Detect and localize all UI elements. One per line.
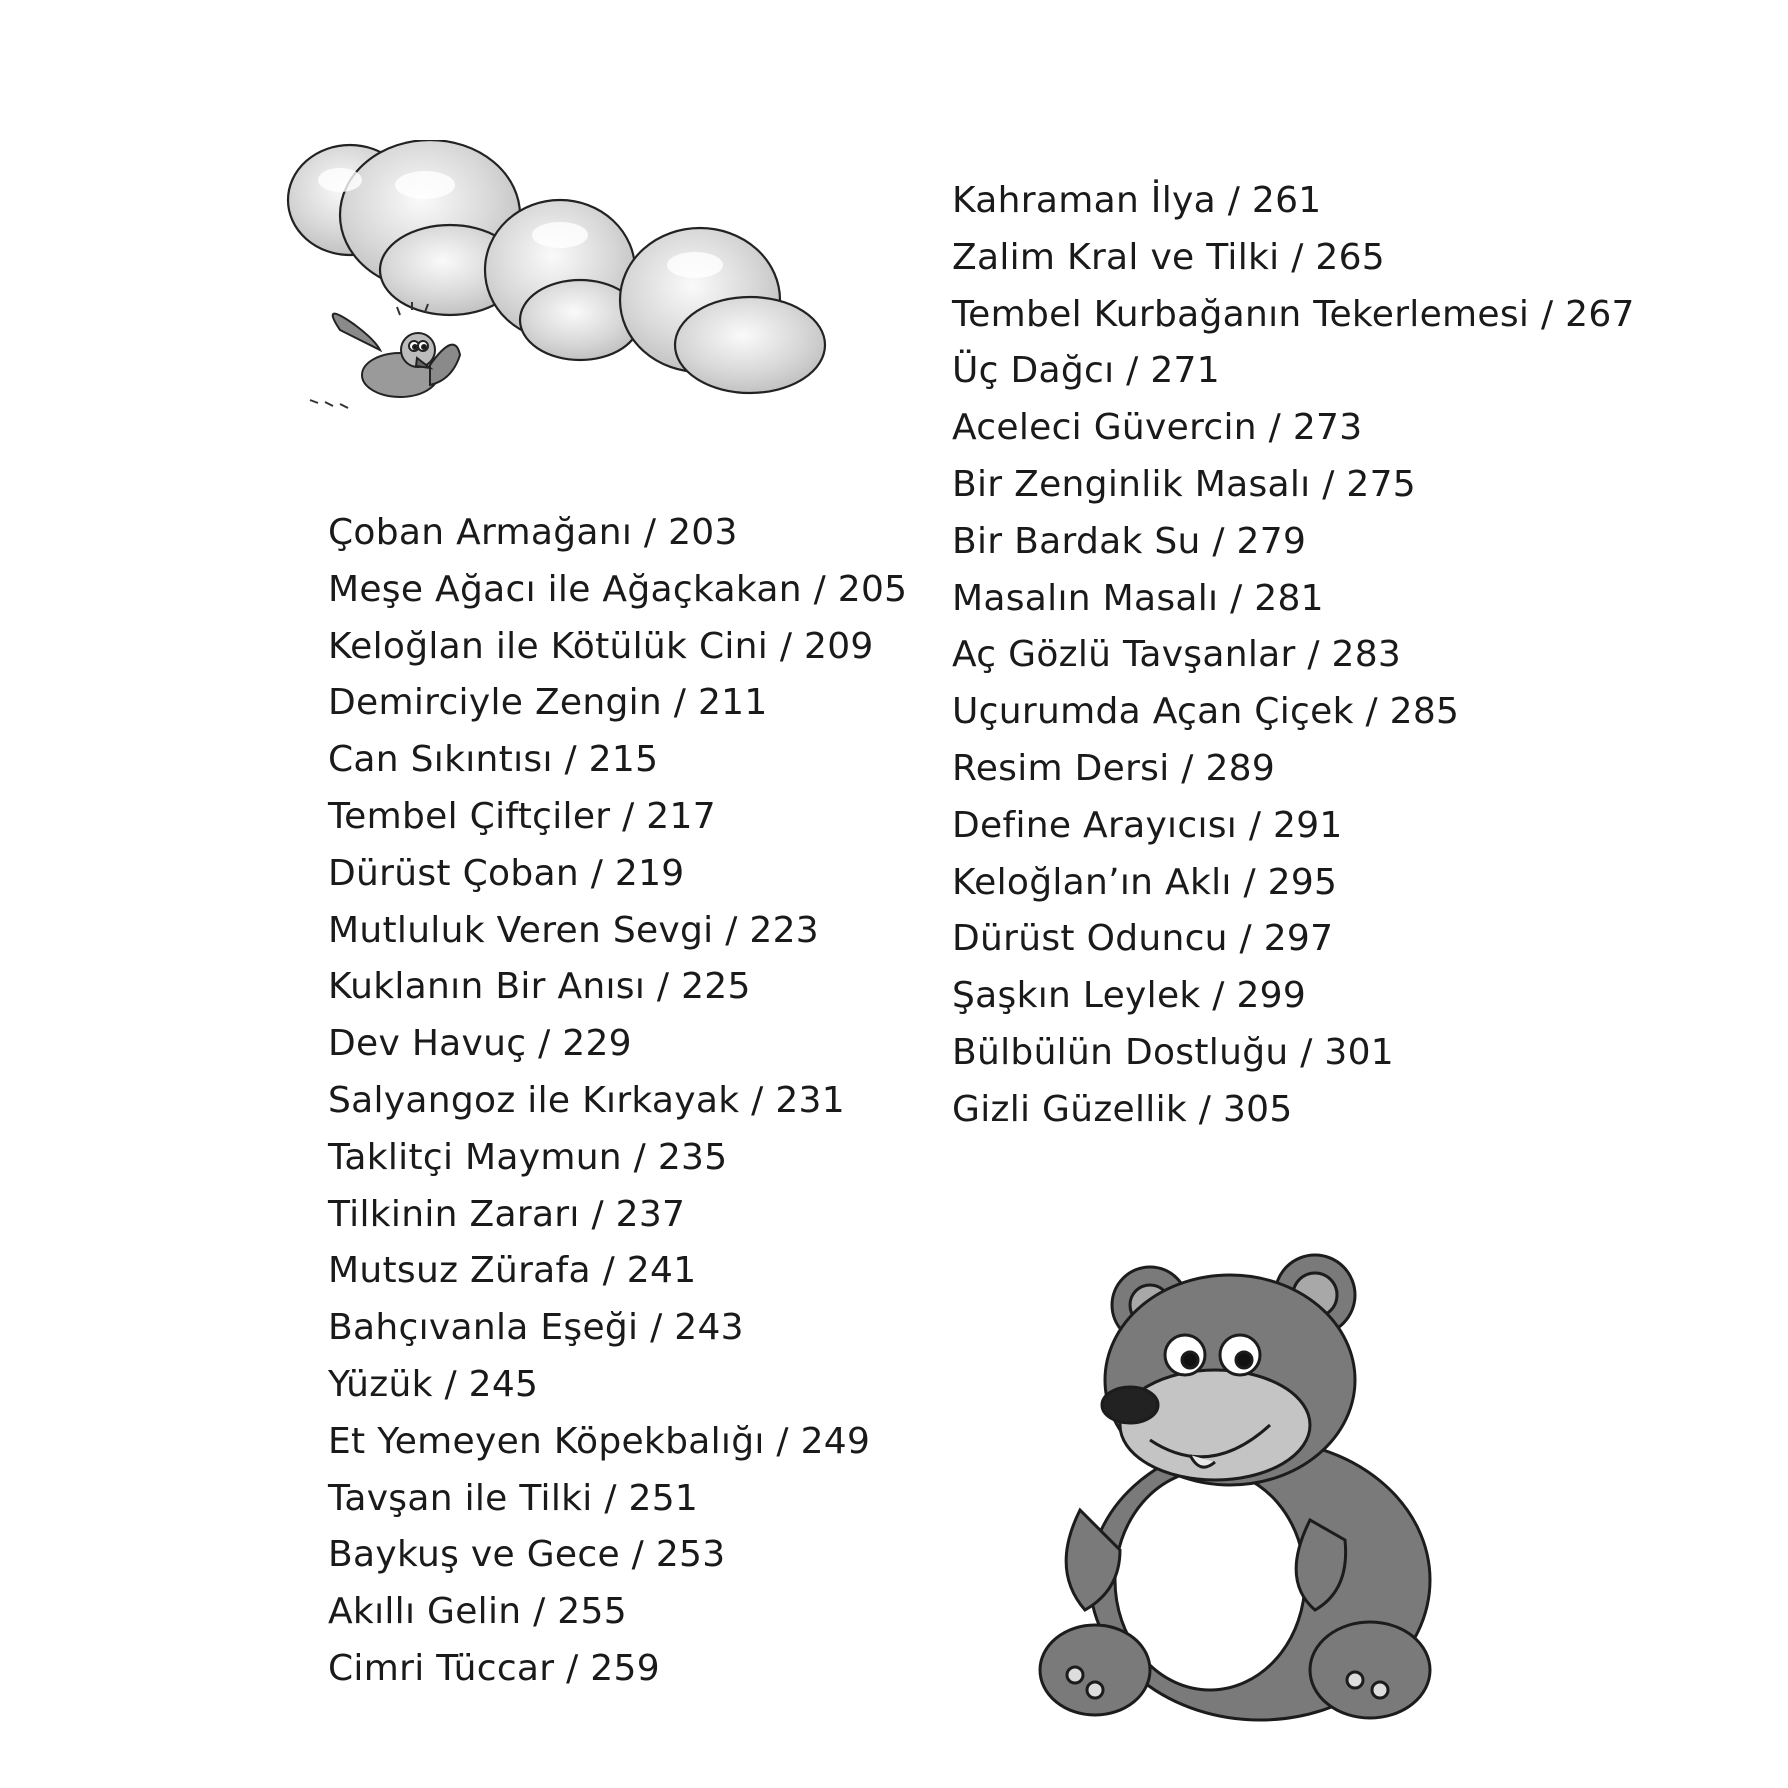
bear-illustration <box>1010 1250 1480 1730</box>
toc-entry: Salyangoz ile Kırkayak / 231 <box>328 1079 845 1121</box>
toc-entry: Tembel Kurbağanın Tekerlemesi / 267 <box>952 293 1635 335</box>
toc-entry: Define Arayıcısı / 291 <box>952 804 1343 846</box>
cloud-icon <box>288 140 825 393</box>
toc-entry: Bahçıvanla Eşeği / 243 <box>328 1307 744 1349</box>
toc-entry: Bir Zenginlik Masalı / 275 <box>952 463 1417 505</box>
toc-entry: Baykuş ve Gece / 253 <box>328 1534 726 1576</box>
toc-entry: Üç Dağcı / 271 <box>952 350 1220 392</box>
toc-entry: Şaşkın Leylek / 299 <box>952 975 1307 1017</box>
toc-entry: Dürüst Çoban / 219 <box>328 852 685 894</box>
toc-entry: Aç Gözlü Tavşanlar / 283 <box>952 634 1402 676</box>
toc-left-column <box>328 505 907 1698</box>
toc-entry: Mutsuz Zürafa / 241 <box>328 1250 697 1292</box>
toc-entry: Kahraman İlya / 261 <box>952 180 1322 221</box>
toc-entry: Meşe Ağacı ile Ağaçkakan / 205 <box>328 568 908 610</box>
toc-entry: Aceleci Güvercin / 273 <box>952 407 1363 449</box>
toc-entry: Dürüst Oduncu / 297 <box>952 918 1334 960</box>
toc-entry: Keloğlan’ın Aklı / 295 <box>952 861 1338 903</box>
toc-entry: Bir Bardak Su / 279 <box>952 520 1307 562</box>
toc-entry: Tilkinin Zararı / 237 <box>328 1193 686 1235</box>
toc-entry: Gizli Güzellik / 305 <box>952 1088 1293 1130</box>
toc-entry: Et Yemeyen Köpekbalığı / 249 <box>328 1420 871 1462</box>
toc-entry: Mutluluk Veren Sevgi / 223 <box>328 909 820 951</box>
toc-entry: Can Sıkıntısı / 215 <box>328 739 659 781</box>
toc-entry: Masalın Masalı / 281 <box>952 577 1324 619</box>
toc-entry: Uçurumda Açan Çiçek / 285 <box>952 691 1460 733</box>
toc-entry: Keloğlan ile Kötülük Cini / 209 <box>328 625 874 667</box>
toc-entry: Demirciyle Zengin / 211 <box>328 682 768 724</box>
toc-entry: Tembel Çiftçiler / 217 <box>328 795 716 837</box>
toc-entry: Dev Havuç / 229 <box>328 1023 632 1065</box>
toc-right-column <box>952 173 1635 1139</box>
toc-entry: Cimri Tüccar / 259 <box>328 1647 660 1689</box>
cloud-bird-illustration <box>280 140 860 440</box>
toc-entry: Zalim Kral ve Tilki / 265 <box>952 236 1386 278</box>
bear-icon <box>1040 1255 1430 1720</box>
toc-entry: Kuklanın Bir Anısı / 225 <box>328 966 751 1008</box>
toc-entry: Tavşan ile Tilki / 251 <box>328 1477 699 1519</box>
bird-icon <box>333 314 460 397</box>
toc-entry: Bülbülün Dostluğu / 301 <box>952 1031 1394 1073</box>
toc-entry: Yüzük / 245 <box>328 1363 539 1405</box>
toc-entry: Çoban Armağanı / 203 <box>328 512 738 553</box>
toc-entry: Akıllı Gelin / 255 <box>328 1591 627 1633</box>
toc-entry: Taklitçi Maymun / 235 <box>328 1136 728 1178</box>
toc-entry: Resim Dersi / 289 <box>952 747 1276 789</box>
